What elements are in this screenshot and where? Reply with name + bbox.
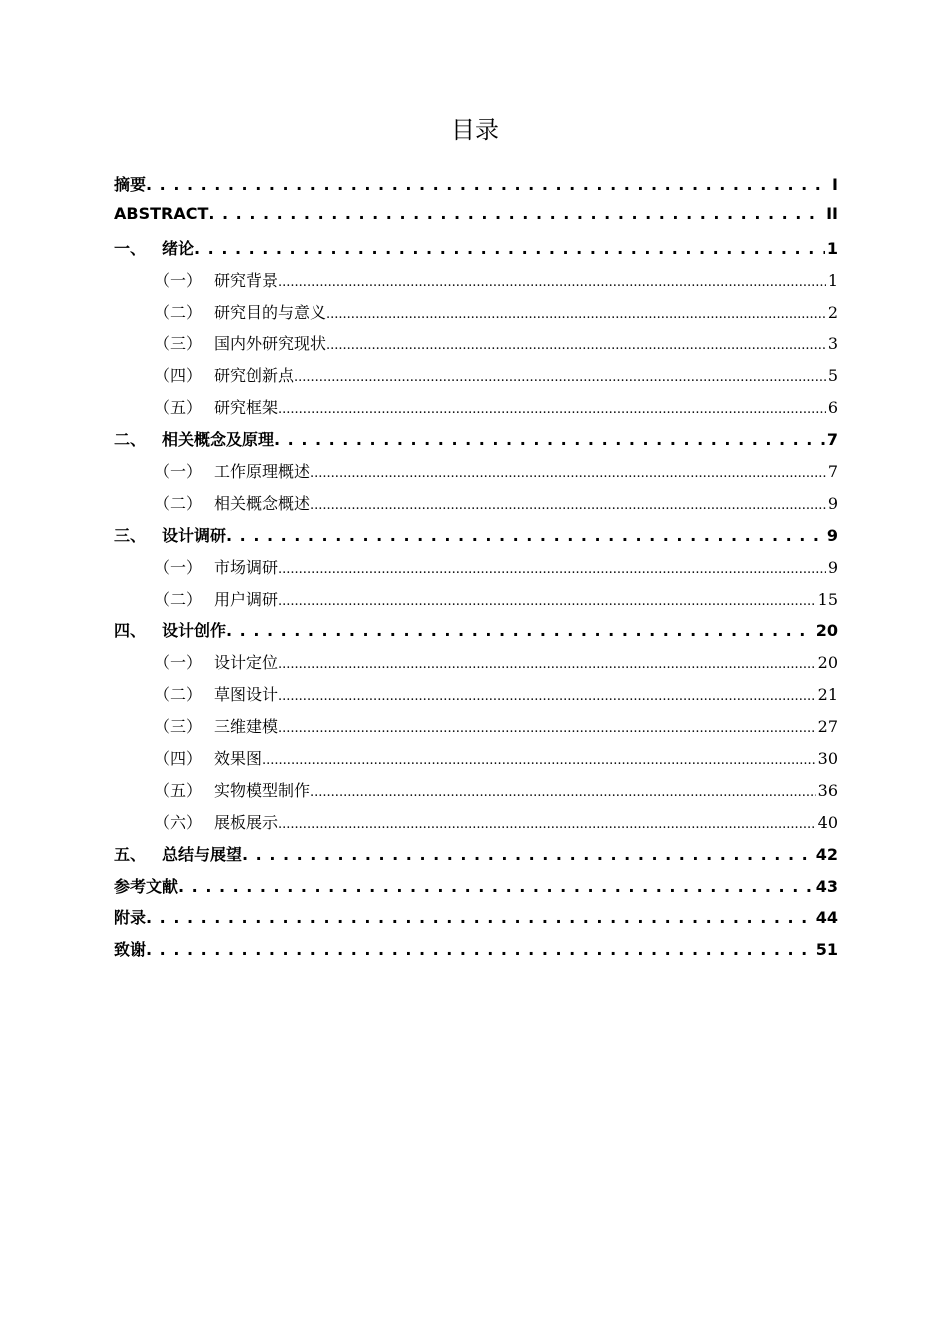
toc-entry-label: 设计创作 <box>162 621 227 641</box>
toc-chapter-entry[interactable] <box>114 874 838 906</box>
toc-list <box>114 172 838 969</box>
toc-chapter-entry[interactable] <box>114 427 838 459</box>
toc-dot-leader <box>278 275 826 290</box>
toc-entry-number: （六） <box>154 812 203 832</box>
toc-entry-number: （二） <box>154 493 203 513</box>
toc-page-number: 21 <box>817 685 838 705</box>
toc-section-entry[interactable] <box>114 268 838 300</box>
toc-entry-number: （二） <box>154 685 203 705</box>
toc-entry-label: ABSTRACT <box>114 203 209 223</box>
toc-entry-number: （四） <box>154 366 203 386</box>
toc-page-number: 6 <box>827 398 838 418</box>
toc-entry-label: 设计调研 <box>162 525 227 545</box>
toc-entry-label: 设计定位 <box>214 653 279 673</box>
toc-entry-number: （一） <box>154 462 203 482</box>
toc-entry-label: 研究创新点 <box>214 366 295 386</box>
toc-dot-leader <box>146 940 814 959</box>
toc-entry-number: （五） <box>154 398 203 418</box>
toc-page-number: 9 <box>827 493 838 513</box>
toc-entry-label: 市场调研 <box>214 557 279 577</box>
toc-entry-number: 四、 <box>114 621 147 641</box>
toc-entry-label: 相关概念概述 <box>214 493 311 513</box>
toc-section-entry[interactable] <box>114 331 838 363</box>
toc-chapter-entry[interactable] <box>114 842 838 874</box>
toc-dot-leader <box>226 621 814 640</box>
toc-entry-number: （一） <box>154 557 203 577</box>
toc-dot-leader <box>262 753 816 768</box>
toc-chapter-entry[interactable] <box>114 236 838 268</box>
toc-entry-label: 实物模型制作 <box>214 780 311 800</box>
toc-entry-number: （三） <box>154 717 203 737</box>
toc-section-entry[interactable] <box>114 778 838 810</box>
toc-section-entry[interactable] <box>114 459 838 491</box>
toc-dot-leader <box>226 526 825 545</box>
toc-dot-leader <box>310 466 826 481</box>
toc-dot-leader <box>274 430 825 449</box>
toc-page-number: 40 <box>817 812 838 832</box>
toc-entry-number: （四） <box>154 749 203 769</box>
toc-entry-label: 附录 <box>114 908 147 928</box>
toc-entry-number: （二） <box>154 302 203 322</box>
toc-dot-leader <box>278 689 816 704</box>
toc-entry-label: 参考文献 <box>114 876 179 896</box>
toc-entry-number: （一） <box>154 270 203 290</box>
toc-entry-number: 五、 <box>114 844 147 864</box>
toc-section-entry[interactable] <box>114 300 838 332</box>
toc-section-entry[interactable] <box>114 650 838 682</box>
toc-entry-label: 研究框架 <box>214 398 279 418</box>
toc-page-number: 43 <box>815 876 838 896</box>
toc-page-number: 20 <box>817 653 838 673</box>
toc-title: 目录 <box>451 116 499 144</box>
toc-entry-label: 展板展示 <box>214 812 279 832</box>
toc-page-number: 7 <box>826 430 838 450</box>
toc-page-number: 30 <box>817 749 838 769</box>
toc-page-number: 15 <box>817 589 838 609</box>
toc-section-entry[interactable] <box>114 746 838 778</box>
toc-dot-leader <box>326 307 826 322</box>
toc-dot-leader <box>194 239 825 258</box>
toc-dot-leader <box>326 338 826 353</box>
toc-entry-number: 三、 <box>114 525 147 545</box>
toc-entry-label: 相关概念及原理 <box>162 430 275 450</box>
toc-chapter-entry[interactable] <box>114 618 838 650</box>
toc-page-number: 44 <box>815 908 838 928</box>
toc-section-entry[interactable] <box>114 810 838 842</box>
toc-entry-label: 三维建模 <box>214 717 279 737</box>
toc-chapter-entry[interactable] <box>114 905 838 937</box>
toc-entry-label: 总结与展望 <box>162 844 243 864</box>
toc-chapter-entry[interactable] <box>114 204 838 236</box>
toc-page-number: 1 <box>827 270 838 290</box>
toc-dot-leader <box>242 845 814 864</box>
toc-entry-number: （二） <box>154 589 203 609</box>
toc-page-number: 3 <box>827 334 838 354</box>
toc-section-entry[interactable] <box>114 714 838 746</box>
toc-dot-leader <box>310 785 816 800</box>
toc-section-entry[interactable] <box>114 491 838 523</box>
toc-entry-number: 二、 <box>114 430 147 450</box>
toc-entry-label: 用户调研 <box>214 589 279 609</box>
toc-dot-leader <box>146 908 814 927</box>
toc-entry-label: 工作原理概述 <box>214 462 311 482</box>
toc-dot-leader <box>278 594 816 609</box>
toc-dot-leader <box>310 498 826 513</box>
toc-dot-leader <box>278 657 816 672</box>
toc-entry-label: 绪论 <box>162 238 195 258</box>
toc-entry-number: （三） <box>154 334 203 354</box>
toc-chapter-entry[interactable] <box>114 172 838 204</box>
toc-entry-number: （五） <box>154 780 203 800</box>
toc-entry-label: 草图设计 <box>214 685 279 705</box>
toc-dot-leader <box>146 175 830 194</box>
toc-page-number: 36 <box>817 780 838 800</box>
toc-page-number: 42 <box>815 844 838 864</box>
toc-entry-number: 一、 <box>114 238 147 258</box>
toc-dot-leader <box>208 204 824 223</box>
toc-chapter-entry[interactable] <box>114 937 838 969</box>
toc-dot-leader <box>178 877 814 896</box>
toc-page-number: I <box>832 175 838 194</box>
toc-entry-label: 国内外研究现状 <box>214 334 327 354</box>
toc-page-number: 2 <box>827 302 838 322</box>
toc-page-number: 9 <box>826 525 838 545</box>
toc-dot-leader <box>278 817 816 832</box>
toc-dot-leader <box>278 721 816 736</box>
toc-entry-label: 研究目的与意义 <box>214 302 327 322</box>
toc-page-number: 20 <box>815 621 838 641</box>
toc-section-entry[interactable] <box>114 395 838 427</box>
toc-section-entry[interactable] <box>114 587 838 619</box>
toc-page-number: 7 <box>827 462 838 482</box>
toc-section-entry[interactable] <box>114 682 838 714</box>
toc-dot-leader <box>278 562 826 577</box>
toc-entry-number: （一） <box>154 653 203 673</box>
toc-entry-label: 致谢 <box>114 940 147 960</box>
toc-chapter-entry[interactable] <box>114 523 838 555</box>
toc-page-number: 1 <box>826 238 838 258</box>
toc-section-entry[interactable] <box>114 555 838 587</box>
toc-entry-label: 效果图 <box>214 749 263 769</box>
toc-page-number: 9 <box>827 557 838 577</box>
toc-page-number: 5 <box>827 366 838 386</box>
toc-entry-label: 研究背景 <box>214 270 279 290</box>
toc-entry-label: 摘要 <box>114 175 147 194</box>
toc-page-number: 51 <box>815 940 838 960</box>
toc-section-entry[interactable] <box>114 363 838 395</box>
toc-dot-leader <box>294 370 826 385</box>
toc-page-number: 27 <box>817 717 838 737</box>
toc-dot-leader <box>278 402 826 417</box>
toc-page-number: II <box>826 203 838 223</box>
